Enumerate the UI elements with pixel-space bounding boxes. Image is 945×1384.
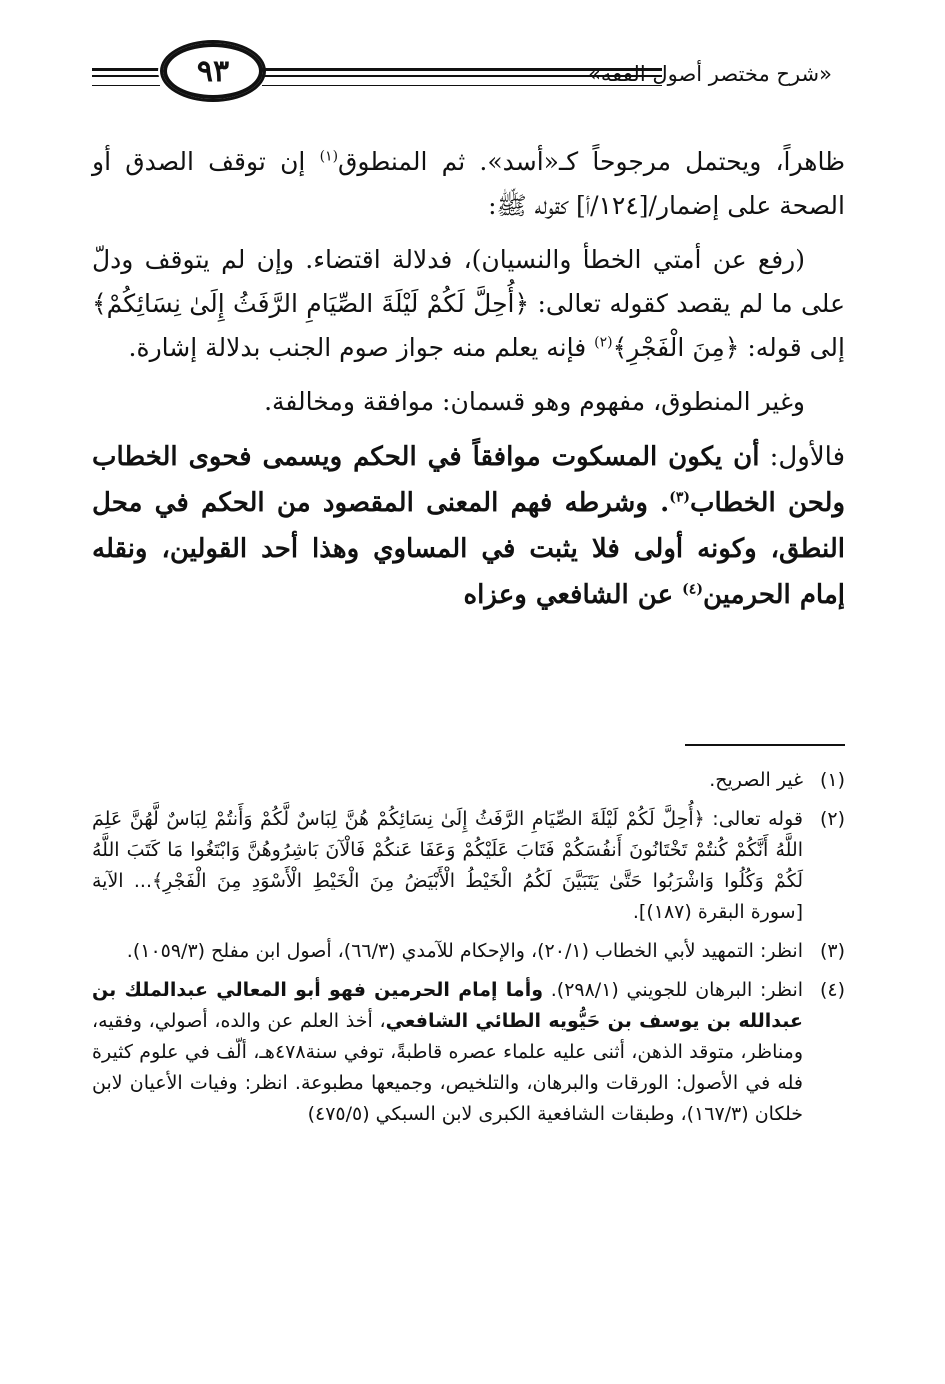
footnote-text: انظر: التمهيد لأبي الخطاب (٢٠/١)، والإحكام للآمدي (٦٦/٣)، أصول ابن مفلح (١٠٥٩/٣). xyxy=(126,940,803,962)
footnote-ref-2[interactable]: (٢) xyxy=(594,334,613,351)
footnote-text-a: انظر: البرهان للجويني (٢٩٨/١). xyxy=(543,979,804,1001)
footnote-text xyxy=(92,975,803,1130)
footnote-number: (٣) xyxy=(819,940,845,962)
paragraph-1-text-cont: إن توقف الصدق أو الصحة على إضمار/[١٢٤/أ] كقوله ﷺ: xyxy=(92,147,845,220)
paragraph-4-text-cont: . وشرطه فهم المعنى المقصود من الحكم في محل النطق، وكونه أولى فلا يثبت في المساوي وهذا أحد القولين، ونقله إمام الحرمين xyxy=(92,488,845,610)
footnote-text: قوله تعالى: ﴿أُحِلَّ لَكُمْ لَيْلَةَ الصِّيَامِ الرَّفَثُ إِلَىٰ نِسَائِكُمْ هُنَّ لِبَاسٌ لَّكُمْ وَأَنتُمْ لِبَاسٌ لَّهُنَّ عَلِمَ اللَّهُ أَنَّكُمْ كُنتُمْ تَخْتَانُونَ أَنفُسَكُمْ فَتَابَ عَلَيْكُمْ وَعَفَا عَنكُمْ فَالْآنَ بَاشِرُوهُنَّ وَابْتَغُوا مَا كَتَبَ اللَّهُ لَكُمْ وَكُلُوا وَاشْرَبُوا حَتَّىٰ يَتَبَيَّنَ لَكُمُ الْخَيْطُ الْأَبْيَضُ مِنَ الْخَيْطِ الْأَسْوَدِ مِنَ الْفَجْرِ﴾... الآية [سورة البقرة (١٨٧)]. xyxy=(92,808,803,923)
footnote-number: (٤) xyxy=(819,979,845,1001)
footnote-1 xyxy=(92,765,845,796)
footnote-ref-4[interactable]: (٤) xyxy=(682,581,703,598)
footnote-text-bold: وأما إمام الحرمين فهو أبو المعالي عبدالملك بن عبدالله بن يوسف بن حَيُّويه الطائي الشافعي xyxy=(92,979,803,1032)
paragraph-4-text-end: عن الشافعي وعزاه xyxy=(463,580,683,610)
footnote-4 xyxy=(92,975,845,1130)
main-text xyxy=(92,140,845,628)
running-title: «شرح مختصر أصول الفقه» xyxy=(588,62,832,86)
footnote-separator xyxy=(685,744,845,746)
paragraph-2 xyxy=(92,238,845,370)
footnote-number: (١) xyxy=(819,769,845,791)
footnotes xyxy=(92,765,845,1138)
paragraph-4 xyxy=(92,434,845,618)
paragraph-2-text: (رفع عن أمتي الخطأ والنسيان)، فدلالة اقتضاء. وإن لم يتوقف ودلّ على ما لم يقصد كقوله تعالى: ﴿أُحِلَّ لَكُمْ لَيْلَةَ الصِّيَامِ الرَّفَثُ إِلَىٰ نِسَائِكُمْ﴾ إلى قوله: ﴿مِنَ الْفَجْرِ﴾ xyxy=(92,245,845,362)
page-number: ٩٣ xyxy=(160,40,266,102)
footnote-2 xyxy=(92,804,845,928)
paragraph-1-text: ظاهراً، ويحتمل مرجوحاً كـ«أسد». ثم المنطوق xyxy=(338,147,845,176)
footnote-3 xyxy=(92,936,845,967)
footnote-ref-1[interactable]: (١) xyxy=(319,148,339,165)
footnote-ref-3[interactable]: (٣) xyxy=(669,489,691,506)
paragraph-4-text: أن يكون المسكوت موافقاً في الحكم ويسمى فحوى الخطاب ولحن الخطاب xyxy=(92,442,845,518)
footnote-text: غير الصريح. xyxy=(709,769,803,791)
paragraph-1 xyxy=(92,140,845,228)
paragraph-4-lead: فالأول: xyxy=(759,442,845,472)
paragraph-2-text-cont: فإنه يعلم منه جواز صوم الجنب بدلالة إشارة. xyxy=(128,333,595,362)
footnote-number: (٢) xyxy=(819,808,845,830)
footnote-text-b: ، أخذ العلم عن والده، أصولي، وفقيه، ومناظر، متوقد الذهن، أثنى عليه علماء عصره قاطبةً، توفي سنة٤٧٨هـ، ألّف في علوم كثيرة فله في الأصول: الورقات والبرهان، والتلخيص، وجميعها مطبوعة. انظر: وفيات الأعيان لابن خلكان (١٦٧/٣)، وطبقات الشافعية الكبرى لابن السبكي (٤٧٥/٥) xyxy=(92,1010,803,1125)
page-header xyxy=(92,40,832,120)
header-rule-left xyxy=(92,68,160,86)
paragraph-3: وغير المنطوق، مفهوم وهو قسمان: موافقة ومخالفة. xyxy=(264,387,805,416)
